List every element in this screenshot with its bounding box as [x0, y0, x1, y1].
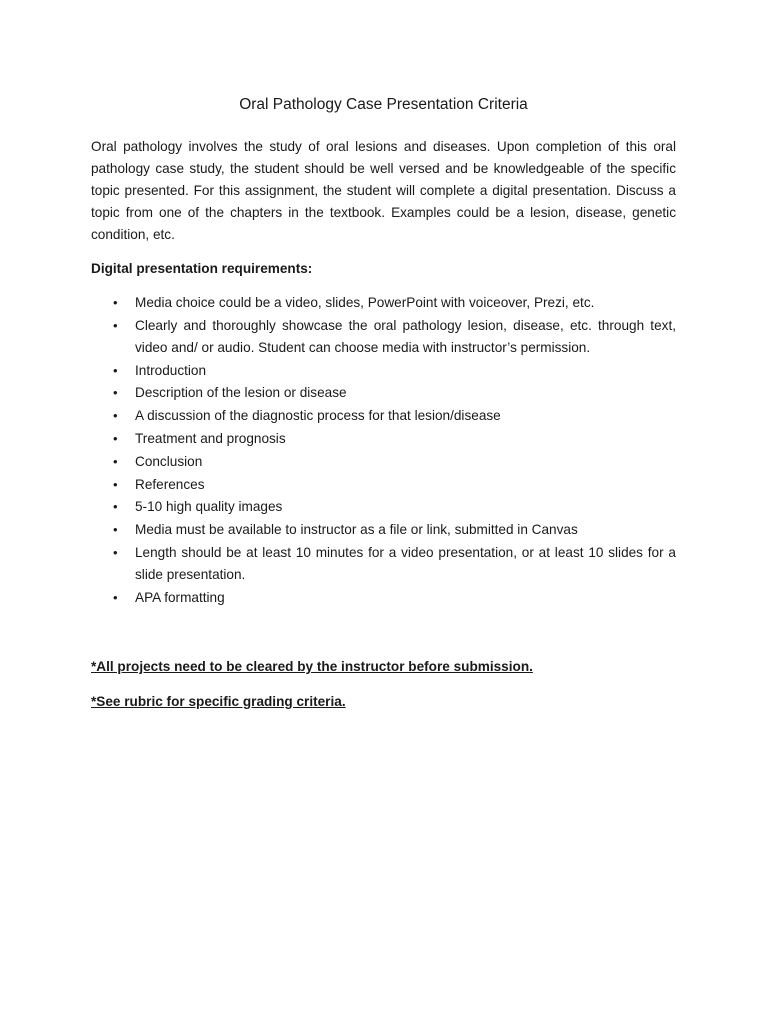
list-item-text: APA formatting	[135, 589, 225, 605]
bullet-icon: •	[113, 544, 118, 560]
list-item-text: Length should be at least 10 minutes for a video presentation, or at least 10 slides for a slide presentation.	[135, 544, 676, 582]
list-item-text: References	[135, 476, 205, 492]
list-item	[91, 496, 676, 518]
list-item-text: A discussion of the diagnostic process for that lesion/disease	[135, 408, 501, 424]
list-item	[91, 382, 676, 404]
bullet-icon: •	[113, 589, 118, 605]
bullet-icon: •	[113, 476, 118, 492]
intro-paragraph: Oral pathology involves the study of oral lesions and diseases. Upon completion of this oral pathology case study, the student should be well versed and be knowledgeable of the specific topic presented. For this assignment, the student will complete a digital presentation. Discuss a topic from one of the chapters in the textbook. Examples could be a lesion, disease, genetic condition, etc.	[91, 139, 676, 242]
list-item	[91, 587, 676, 609]
list-item	[91, 542, 676, 586]
list-item	[91, 519, 676, 541]
bullet-icon: •	[113, 430, 118, 446]
list-item	[91, 292, 676, 314]
list-item-text: Media choice could be a video, slides, PowerPoint with voiceover, Prezi, etc.	[135, 295, 595, 310]
list-item	[91, 315, 676, 359]
list-item	[91, 360, 676, 382]
list-item-text: Media must be available to instructor as a file or link, submitted in Canvas	[135, 522, 578, 538]
list-item	[91, 405, 676, 427]
bullet-icon: •	[113, 295, 118, 310]
list-item-text: Introduction	[135, 362, 207, 378]
list-item	[91, 428, 676, 450]
rubric-note: *See rubric for specific grading criteria.	[91, 693, 346, 709]
list-item-text: 5-10 high quality images	[135, 499, 283, 515]
list-item-text: Conclusion	[135, 453, 203, 469]
bullet-icon: •	[113, 385, 118, 401]
requirements-list	[91, 292, 676, 609]
list-item	[91, 474, 676, 496]
page-title: Oral Pathology Case Presentation Criteria	[239, 96, 528, 113]
bullet-icon: •	[113, 317, 118, 333]
instructor-clearance-note: *All projects need to be cleared by the instructor before submission.	[91, 658, 533, 674]
list-item-text: Description of the lesion or disease	[135, 385, 347, 401]
bullet-icon: •	[113, 408, 118, 424]
list-item	[91, 451, 676, 473]
list-item-text: Clearly and thoroughly showcase the oral pathology lesion, disease, etc. through text, video and/ or audio. Student can choose media with instructor’s permission.	[135, 317, 676, 355]
requirements-heading: Digital presentation requirements:	[91, 261, 313, 276]
bullet-icon: •	[113, 362, 118, 378]
bullet-icon: •	[113, 453, 118, 469]
list-item-text: Treatment and prognosis	[135, 430, 286, 446]
bullet-icon: •	[113, 499, 118, 515]
bullet-icon: •	[113, 522, 118, 538]
